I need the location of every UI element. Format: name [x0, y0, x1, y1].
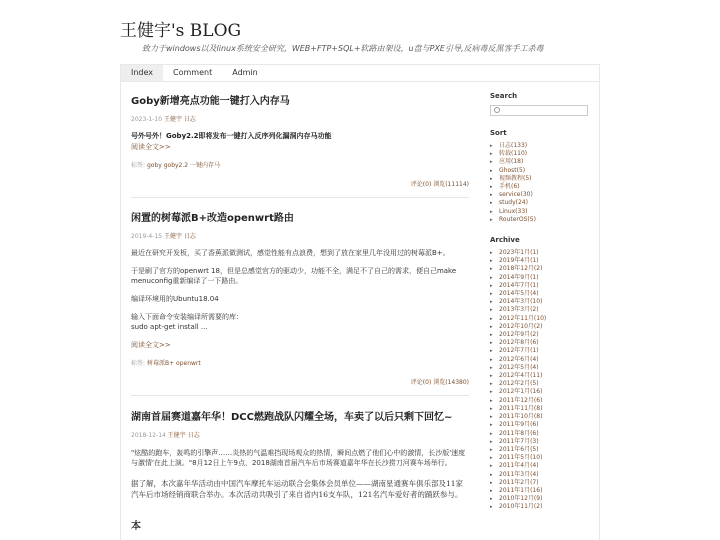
archive-item[interactable] [490, 323, 600, 331]
archive-label[interactable]: 2012年5月(4) [499, 363, 539, 371]
archive-label[interactable]: 2012年2月(5) [499, 380, 539, 388]
search-title: Search [490, 92, 518, 100]
bullet-arrow-icon: ▸ [490, 397, 493, 404]
post-paragraph [131, 312, 469, 332]
post-paragraph: 据了解，本次嘉年华活动由中国汽车摩托车运动联合会集体会员单位——湖南星通赛车俱乐部及11家汽车后市场经销商联合举办。本次活动共吸引了来自省内16支车队，121名汽车爱好者的踊跃参与。 [131, 479, 464, 499]
archive-label[interactable]: 2011年2月(7) [499, 478, 539, 486]
bullet-arrow-icon: ▸ [490, 381, 493, 388]
bullet-arrow-icon: ▸ [490, 405, 493, 412]
post-date: 2023-1-10 [131, 116, 163, 123]
archive-item[interactable] [490, 249, 600, 257]
post-line: sudo apt-get install ... [131, 323, 208, 331]
archive-item[interactable] [490, 421, 600, 429]
bullet-arrow-icon: ▸ [490, 479, 493, 486]
post-date: 2018-12-14 [131, 432, 166, 439]
page-container [120, 64, 600, 540]
post-title[interactable]: Goby新增亮点功能一键打入内存马 [131, 96, 290, 107]
bullet-arrow-icon: ▸ [490, 258, 493, 265]
bullet-arrow-icon: ▸ [490, 200, 493, 207]
top-nav [121, 65, 599, 82]
archive-label[interactable]: 2012年10月(2) [499, 322, 543, 330]
archive-item[interactable] [490, 364, 600, 372]
bullet-arrow-icon: ▸ [490, 455, 493, 462]
post-category[interactable]: 日志 [183, 233, 196, 240]
archive-item[interactable] [490, 388, 600, 396]
archive-item[interactable] [490, 315, 600, 323]
category-label[interactable]: study(24) [499, 199, 528, 207]
bullet-arrow-icon: ▸ [490, 143, 493, 149]
bullet-arrow-icon: ▸ [490, 332, 493, 339]
bullet-arrow-icon: ▸ [490, 504, 493, 511]
read-more-link[interactable]: 阅读全文>> [131, 143, 171, 151]
bullet-arrow-icon: ▸ [490, 340, 493, 347]
archive-label[interactable]: 2011年9月(6) [499, 421, 539, 429]
post-title[interactable]: 湖南首届赛道嘉年华！DCC燃跑战队闪耀全场，车卖了以后只剩下回忆~ [131, 412, 453, 423]
bullet-arrow-icon: ▸ [490, 373, 493, 380]
archive-item[interactable] [490, 356, 600, 364]
comments-link[interactable]: 评论(0) [410, 379, 432, 386]
archive-label[interactable]: 2023年1月(1) [499, 249, 539, 257]
nav-admin[interactable]: Admin [232, 68, 258, 77]
archive-label[interactable]: 2012年11月(10) [499, 314, 547, 322]
bullet-arrow-icon: ▸ [490, 430, 493, 437]
archive-item[interactable] [490, 462, 600, 470]
archive-item[interactable] [490, 471, 600, 479]
post-meta [131, 231, 469, 240]
read-more-link[interactable]: 阅读全文>> [131, 341, 171, 349]
archive-label[interactable]: 2011年3月(4) [499, 470, 539, 478]
category-item[interactable] [490, 199, 600, 207]
archive-label[interactable]: 2014年3月(10) [499, 298, 543, 306]
category-item[interactable] [490, 158, 600, 166]
category-label[interactable]: Ghost(5) [499, 166, 526, 174]
tag-link[interactable]: 一键内存马 [190, 162, 221, 169]
archive-item[interactable] [490, 347, 600, 355]
category-label[interactable]: 视频教程(5) [499, 174, 532, 182]
post-body [131, 448, 469, 532]
archive-item[interactable] [490, 265, 600, 273]
archive-label[interactable]: 2011年11月(8) [499, 404, 543, 412]
post-author[interactable]: 王健宇 [163, 116, 182, 123]
archive-label[interactable]: 2011年5月(10) [499, 454, 543, 462]
archive-label[interactable]: 2019年4月(1) [499, 257, 539, 265]
archive-item[interactable] [490, 282, 600, 290]
archive-label[interactable]: 2010年11月(2) [499, 503, 543, 511]
category-item[interactable] [490, 208, 600, 216]
bullet-arrow-icon: ▸ [490, 487, 493, 494]
tag-link[interactable]: goby [146, 162, 162, 169]
site-title[interactable]: 王健宇's BLOG [120, 21, 242, 41]
tag-link[interactable]: openwrt [176, 360, 201, 367]
post-date: 2019-4-15 [131, 233, 163, 240]
category-label[interactable]: Linux(33) [499, 207, 528, 215]
category-item[interactable] [490, 175, 600, 183]
bullet-arrow-icon: ▸ [490, 389, 493, 396]
category-label[interactable]: 日志(133) [499, 142, 528, 149]
tag-link[interactable]: 树莓派B+ [146, 360, 175, 367]
category-label[interactable]: 手机(6) [499, 183, 520, 191]
category-label[interactable]: 应用(18) [499, 158, 524, 166]
bullet-arrow-icon: ▸ [490, 282, 493, 289]
archive-label[interactable]: 2011年6月(5) [499, 445, 539, 453]
sidebar [490, 83, 600, 512]
comments-link[interactable]: 评论(0) [410, 181, 432, 188]
post-tags [131, 160, 469, 169]
post-paragraph: 本 [131, 521, 141, 532]
bullet-arrow-icon: ▸ [490, 323, 493, 330]
archive-item[interactable] [490, 430, 600, 438]
bullet-arrow-icon: ▸ [490, 175, 493, 182]
archive-label[interactable]: 2010年12月(9) [499, 495, 543, 503]
archive-label[interactable]: 2013年3月(2) [499, 306, 539, 314]
bullet-arrow-icon: ▸ [490, 356, 493, 363]
post-item [131, 95, 469, 198]
bullet-arrow-icon: ▸ [490, 438, 493, 445]
archive-label[interactable]: 2014年7月(1) [499, 281, 539, 289]
archive-title: Archive [490, 236, 520, 245]
archive-item[interactable] [490, 397, 600, 405]
bullet-arrow-icon: ▸ [490, 167, 493, 174]
post-tags [131, 358, 469, 367]
post-author[interactable]: 王健宇 [167, 432, 186, 439]
bullet-arrow-icon: ▸ [490, 291, 493, 298]
post-list [121, 83, 479, 532]
archive-label[interactable]: 2011年7月(3) [499, 437, 539, 445]
bullet-arrow-icon: ▸ [490, 414, 493, 421]
post-paragraph: 最近在研究开发板，买了香蕉派做测试，感觉性能有点浪费，想到了放在家里几年没用过的树莓派B+。 [131, 249, 450, 257]
bullet-arrow-icon: ▸ [490, 250, 493, 257]
archive-item[interactable] [490, 405, 600, 413]
bullet-arrow-icon: ▸ [490, 348, 493, 355]
nav-index[interactable]: Index [121, 65, 163, 81]
post-author[interactable]: 王健宇 [163, 233, 182, 240]
archive-item[interactable] [490, 274, 600, 282]
bullet-arrow-icon: ▸ [490, 266, 493, 273]
bullet-arrow-icon: ▸ [490, 446, 493, 453]
archive-label[interactable]: 2014年9月(1) [499, 273, 539, 281]
bullet-arrow-icon: ▸ [490, 208, 493, 215]
archive-label[interactable]: 2012年4月(11) [499, 372, 543, 380]
archive-label[interactable]: 2012年6月(4) [499, 355, 539, 363]
archive-item[interactable] [490, 479, 600, 487]
post-line: 输入下面命令安装编译所需要的库： [131, 313, 243, 321]
search-icon [494, 107, 500, 113]
category-item[interactable] [490, 216, 600, 224]
post-paragraph: "炫酷的跑车，轰鸣的引擎声……炎热的气温难挡现场观众的热情，瞬间点燃了他们心中的激情，长沙版'速度与激情'在此上演。"8月12日上午9点，2018湖南首届汽车后市场赛道嘉年华在长沙捞刀河赛车场举行。 [131, 449, 466, 467]
archive-label[interactable]: 2011年10月(8) [499, 413, 543, 421]
post-paragraph: 于是刷了官方的openwrt 18，但是总感觉官方的驱动少，功能不全，满足不了自己的需求，便自己make menuconfig重新编译了一下路由。 [131, 267, 457, 285]
bullet-arrow-icon: ▸ [490, 151, 493, 158]
bullet-arrow-icon: ▸ [490, 364, 493, 371]
search-input[interactable] [491, 116, 587, 125]
bullet-arrow-icon: ▸ [490, 192, 493, 199]
post-category[interactable]: 日志 [183, 116, 196, 123]
archive-label[interactable]: 2011年1月(16) [499, 486, 543, 494]
archive-label[interactable]: 2012年8月(6) [499, 339, 539, 347]
bullet-arrow-icon: ▸ [490, 184, 493, 191]
archive-item[interactable] [490, 503, 600, 511]
archive-label[interactable]: 2018年12月(2) [499, 265, 543, 273]
bullet-arrow-icon: ▸ [490, 463, 493, 470]
post-paragraph: 号外号外！Goby2.2即将发布一键打入反序列化漏洞内存马功能 [131, 132, 332, 140]
archive-list [490, 249, 600, 512]
tags-label: 标签: [131, 162, 146, 169]
category-list [490, 142, 600, 224]
search-box [490, 105, 588, 116]
bullet-arrow-icon: ▸ [490, 496, 493, 503]
nav-comment[interactable]: Comment [173, 68, 213, 77]
category-item[interactable] [490, 191, 600, 199]
archive-label[interactable]: 2011年4月(4) [499, 462, 539, 470]
bullet-arrow-icon: ▸ [490, 274, 493, 281]
post-meta [131, 430, 469, 439]
category-label[interactable]: service(30) [499, 191, 533, 199]
views-count: 浏览(14380) [433, 379, 469, 386]
post-item [131, 411, 469, 532]
archive-label[interactable]: 2011年12月(6) [499, 396, 543, 404]
category-item[interactable] [490, 183, 600, 191]
bullet-arrow-icon: ▸ [490, 299, 493, 306]
archive-label[interactable]: 2011年8月(6) [499, 429, 539, 437]
category-item[interactable] [490, 167, 600, 175]
post-meta [131, 114, 469, 123]
bullet-arrow-icon: ▸ [490, 307, 493, 314]
post-title[interactable]: 闲置的树莓派B+改造openwrt路由 [131, 213, 294, 224]
archive-label[interactable]: 2012年7月(1) [499, 347, 539, 355]
archive-item[interactable] [490, 306, 600, 314]
bullet-arrow-icon: ▸ [490, 216, 493, 223]
tags-label: 标签: [131, 360, 146, 367]
category-label[interactable]: 转载(110) [499, 150, 528, 158]
category-item[interactable] [490, 142, 600, 150]
tag-link[interactable]: goby2.2 [163, 162, 189, 169]
archive-item[interactable] [490, 446, 600, 454]
category-label[interactable]: RouterOS(5) [499, 215, 536, 223]
views-count: 浏览(11114) [433, 181, 469, 188]
post-body [131, 248, 469, 332]
site-description: 致力于windows以及linux系统安全研究，WEB+FTP+SQL+软路由架设，u盘与PXE引导,反病毒反黑客手工杀毒 [142, 44, 544, 53]
post-body [131, 131, 469, 141]
post-category[interactable]: 日志 [187, 432, 200, 439]
sort-title: Sort [490, 129, 507, 137]
bullet-arrow-icon: ▸ [490, 315, 493, 322]
archive-item[interactable] [490, 438, 600, 446]
archive-label[interactable]: 2012年1月(16) [499, 388, 543, 396]
archive-item[interactable] [490, 487, 600, 495]
bullet-arrow-icon: ▸ [490, 471, 493, 478]
post-footer [131, 179, 469, 197]
post-footer [131, 377, 469, 395]
bullet-arrow-icon: ▸ [490, 159, 493, 166]
bullet-arrow-icon: ▸ [490, 422, 493, 429]
archive-label[interactable]: 2012年9月(2) [499, 331, 539, 339]
post-paragraph: 编译环境用的Ubuntu18.04 [131, 295, 219, 303]
post-item [131, 212, 469, 396]
archive-label[interactable]: 2014年5月(4) [499, 290, 539, 298]
